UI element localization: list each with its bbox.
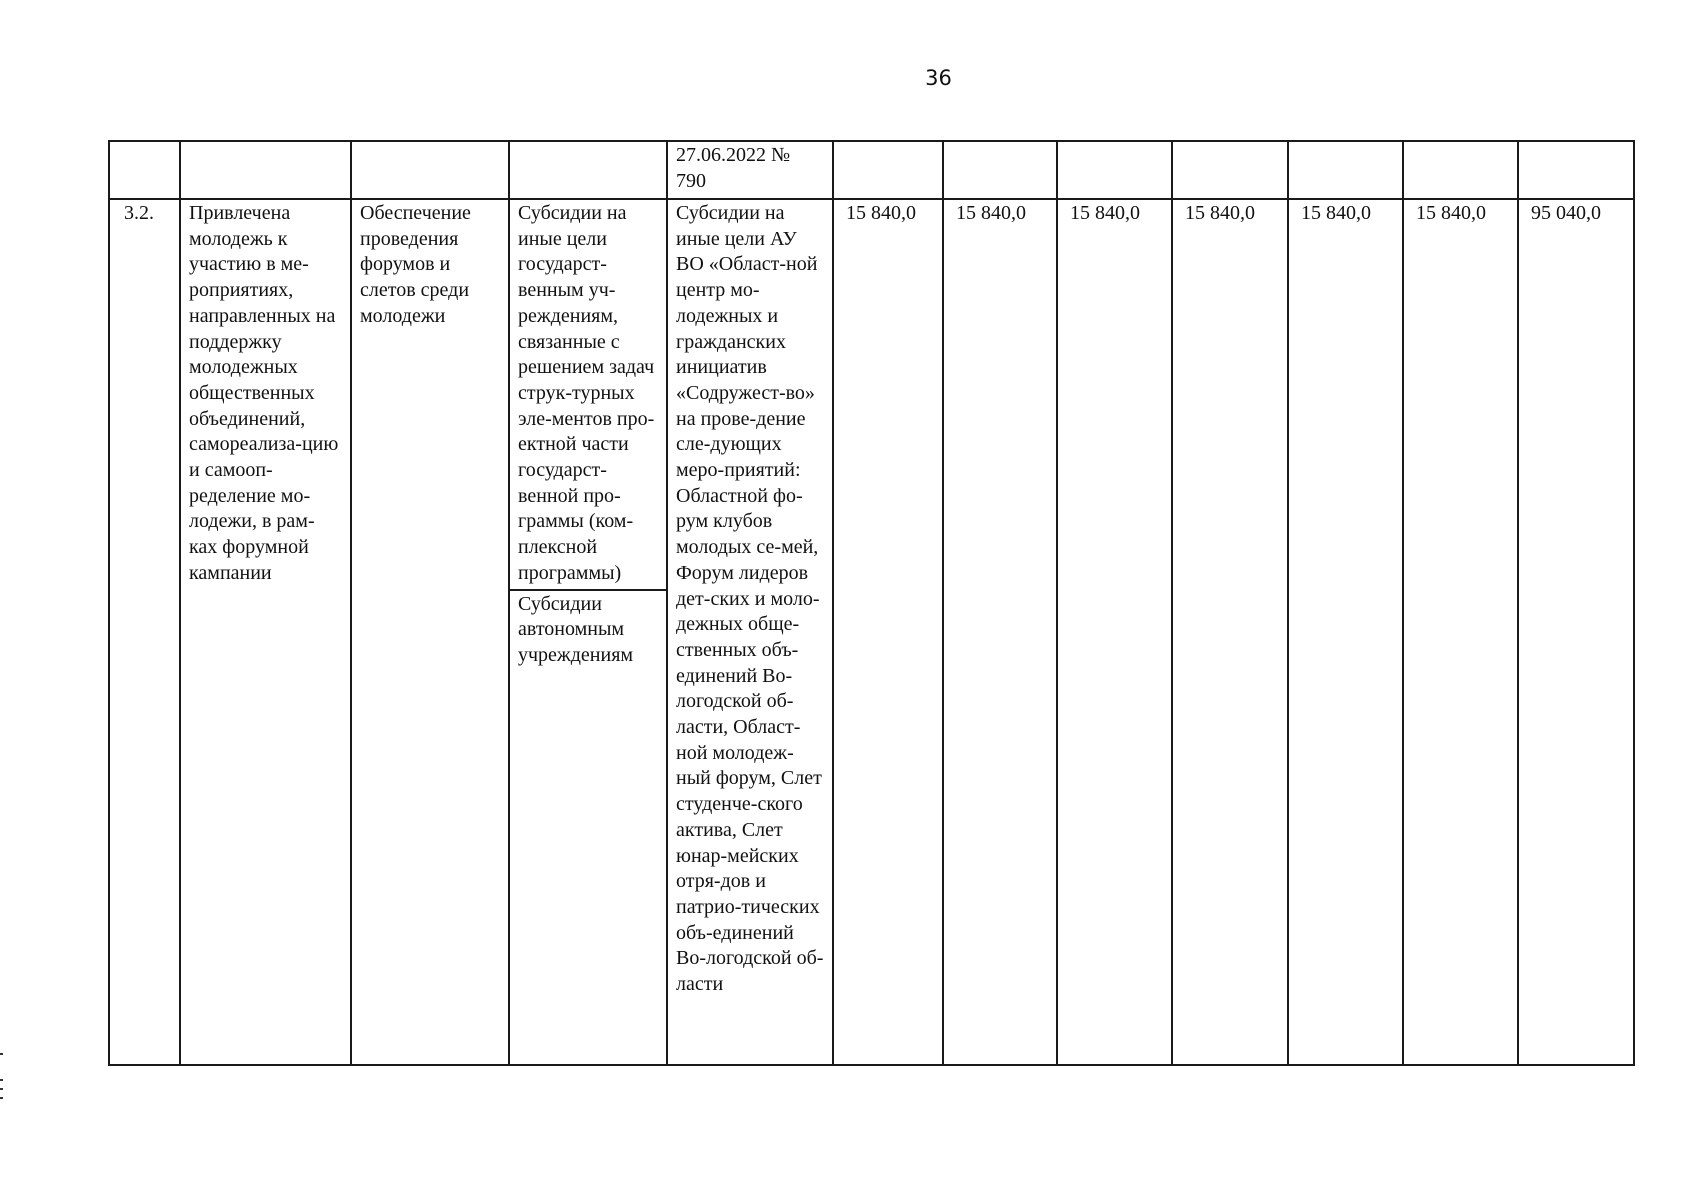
- scan-mark: [0, 1097, 3, 1099]
- cell-total-cont: [1518, 141, 1634, 199]
- cell-total: 95 040,0: [1518, 199, 1634, 1065]
- cell-document-ref: 27.06.2022 № 790: [667, 141, 833, 199]
- cell-index: 3.2.: [109, 199, 180, 1065]
- cell-value-2: 15 840,0: [943, 199, 1057, 1065]
- scan-mark: [0, 1053, 3, 1055]
- cell-result: Привлечена молодежь к участию в ме-роприятиях, направленных на поддержку молодежных общественных объединений, самореализа-цию и самооп-ределение мо-лодежи, в рам-ках форумной кампании: [180, 199, 351, 1065]
- cell-description: Субсидии на иные цели АУ ВО «Област-ной центр мо-лодежных и гражданских инициатив «Содружест-во» на прове-дение сле-дующих меро-приятий: Областной фо-рум клубов молодых се-мей, Форум лидеров дет-ских и моло-дежных обще-ственных объ-единений Во-логодской об-ласти, Област-ной молодеж-ный форум, Слет студенче-ского актива, Слет юнар-мейских отря-дов и патрио-тических объ-единений Во-логодской об-ласти: [667, 199, 833, 1065]
- cell-value-cont-2: [943, 141, 1057, 199]
- cell-value-1: 15 840,0: [833, 199, 943, 1065]
- scan-mark: [0, 1088, 3, 1090]
- cell-value-4: 15 840,0: [1172, 199, 1288, 1065]
- page-number: 36: [925, 66, 952, 90]
- cell-value-cont-4: [1172, 141, 1288, 199]
- funding-type-2: Субсидии автономным учреждениям: [518, 592, 634, 666]
- cell-value-cont-1: [833, 141, 943, 199]
- cell-funding: [509, 199, 667, 1065]
- cell-funding-cont: [509, 141, 667, 199]
- table-row-continuation: [109, 141, 1634, 199]
- cell-activity: Обеспечение проведения форумов и слетов среди молодежи: [351, 199, 509, 1065]
- cell-value-6: 15 840,0: [1403, 199, 1518, 1065]
- cell-index-cont: [109, 141, 180, 199]
- cell-result-cont: [180, 141, 351, 199]
- cell-value-cont-3: [1057, 141, 1172, 199]
- scan-mark: [0, 1079, 3, 1081]
- cell-value-cont-6: [1403, 141, 1518, 199]
- cell-activity-cont: [351, 141, 509, 199]
- cell-value-5: 15 840,0: [1288, 199, 1403, 1065]
- cell-value-3: 15 840,0: [1057, 199, 1172, 1065]
- table-row: [109, 199, 1634, 1065]
- cell-value-cont-5: [1288, 141, 1403, 199]
- program-table: [108, 140, 1635, 1066]
- funding-type-1: Субсидии на иные цели государст-венным уч-реждениям, связанные с решением задач струк-турных эле-ментов про-ектной части государст-венной про-граммы (ком-плексной программы): [510, 200, 666, 591]
